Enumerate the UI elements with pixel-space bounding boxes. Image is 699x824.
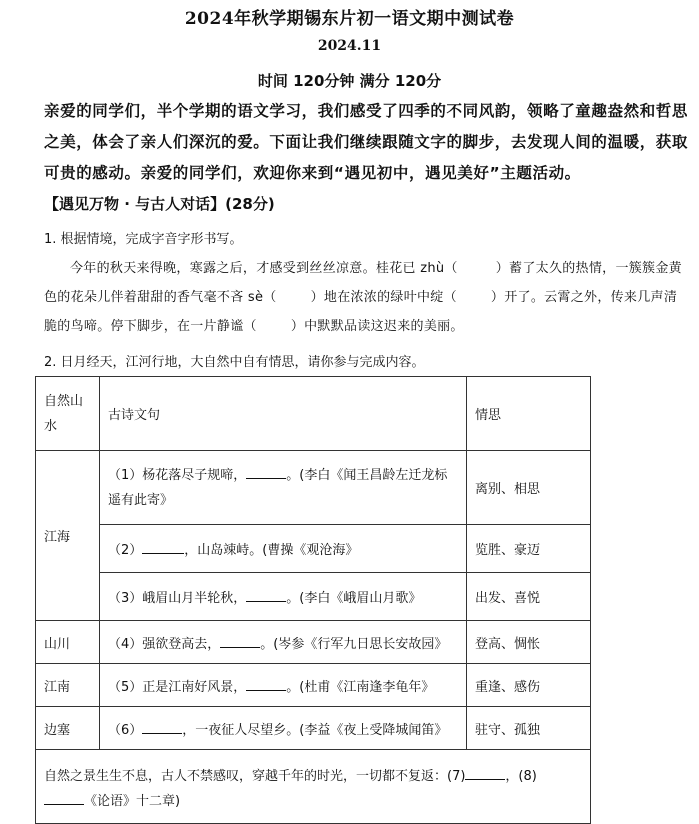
footer-text-3: 《论语》十二章) bbox=[84, 793, 181, 809]
header-poem: 古诗文句 bbox=[100, 377, 467, 451]
exam-time-info: 时间 120分钟 满分 120分 bbox=[257, 72, 442, 90]
poem-cell-2 bbox=[100, 525, 467, 573]
group-jiangnan: 江南 bbox=[36, 664, 100, 707]
poem-cell-1 bbox=[100, 451, 467, 525]
question-2-prompt: 2. 日月经天，江河行地，大自然中自有情思，请你参与完成内容。 bbox=[44, 355, 425, 370]
passage-part-1: 今年的秋天来得晚，寒露之后，才感受到丝丝凉意。桂花已 zhù（ bbox=[70, 261, 458, 276]
answer-blank-4[interactable] bbox=[220, 635, 260, 648]
question-1-passage bbox=[44, 254, 690, 341]
passage-part-5: ）中默默品读这迟来的美丽。 bbox=[290, 319, 464, 334]
emotion-cell: 离别、相思 bbox=[467, 451, 591, 525]
table-header-row bbox=[36, 377, 591, 451]
poem-cell-6 bbox=[100, 707, 467, 750]
section-title: 【遇见万物 · 与古人对话】(28分) bbox=[44, 195, 275, 213]
answer-blank-6[interactable] bbox=[142, 721, 182, 734]
emotion-cell: 重逢、感伤 bbox=[467, 664, 591, 707]
footer-text: 自然之景生生不息，古人不禁感叹，穿越千年的时光，一切都不复返：(7) bbox=[44, 768, 466, 784]
answer-blank-7[interactable] bbox=[465, 767, 505, 780]
question-1-prompt: 1. 根据情境，完成字音字形书写。 bbox=[44, 232, 243, 247]
footer-cell bbox=[36, 750, 591, 824]
intro-paragraph: 亲爱的同学们，半个学期的语文学习，我们感受了四季的不同风韵，领略了童趣盎然和哲思之美，体会了亲人们深沉的爱。下面让我们继续跟随文字的脚步，去发现人间的温暖，获取可贵的感动。亲爱的同学们，欢迎你来到“遇见初中，遇见美好”主题活动。 bbox=[44, 102, 689, 182]
answer-blank-2[interactable] bbox=[142, 541, 184, 554]
emotion-cell: 出发、喜悦 bbox=[467, 573, 591, 621]
poem-cell-4 bbox=[100, 621, 467, 664]
poem-text: （6） bbox=[108, 722, 143, 738]
poem-source: ，山岛竦峙。(曹操《观沧海》 bbox=[184, 543, 359, 558]
answer-blank-3[interactable] bbox=[246, 589, 286, 602]
group-jianghai: 江海 bbox=[36, 451, 100, 621]
table-footer-row bbox=[36, 750, 591, 824]
emotion-cell: 驻守、孤独 bbox=[467, 707, 591, 750]
poem-source: 。(杜甫《江南逢李龟年》 bbox=[286, 679, 435, 695]
answer-blank-1[interactable] bbox=[246, 466, 286, 479]
poem-source: ，一夜征人尽望乡。(李益《夜上受降城闻笛》 bbox=[182, 722, 448, 738]
header-nature: 自然山水 bbox=[36, 377, 100, 451]
poem-text: （3）峨眉山月半轮秋， bbox=[108, 591, 247, 606]
answer-blank-se[interactable] bbox=[277, 289, 311, 301]
poem-source: 。(李白《闻王昌龄左迁龙标遥有此寄》 bbox=[108, 467, 448, 508]
poem-cell-3 bbox=[100, 573, 467, 621]
answer-blank-zhan[interactable] bbox=[457, 289, 491, 301]
exam-date: 2024.11 bbox=[317, 38, 382, 54]
poem-text: （5）正是江南好风景， bbox=[108, 679, 247, 695]
table-row bbox=[36, 525, 591, 573]
emotion-cell: 览胜、豪迈 bbox=[467, 525, 591, 573]
answer-blank-mi[interactable] bbox=[257, 318, 291, 330]
poem-cell-5 bbox=[100, 664, 467, 707]
poem-source: 。(岑参《行军九日思长安故园》 bbox=[260, 636, 448, 652]
table-row bbox=[36, 621, 591, 664]
table-row bbox=[36, 573, 591, 621]
footer-text-2: ，(8) bbox=[505, 768, 537, 784]
table-row bbox=[36, 707, 591, 750]
group-shanchuan: 山川 bbox=[36, 621, 100, 664]
group-biansai: 边塞 bbox=[36, 707, 100, 750]
poem-source: 。(李白《峨眉山月歌》 bbox=[286, 591, 422, 606]
exam-title: 2024年秋学期锡东片初一语文期中测试卷 bbox=[184, 9, 515, 29]
answer-blank-5[interactable] bbox=[246, 678, 286, 691]
passage-part-4: ）开了。云霄之外，传来几声清脆的鸟啼。停下脚步，在一片静谧（ bbox=[44, 290, 678, 334]
header-emotion: 情思 bbox=[467, 377, 591, 451]
passage-part-3: ）地在浓浓的绿叶中绽（ bbox=[310, 290, 457, 305]
emotion-cell: 登高、惆怅 bbox=[467, 621, 591, 664]
poem-text: （1）杨花落尽子规啼， bbox=[108, 467, 247, 483]
table-row bbox=[36, 451, 591, 525]
passage-part-2: ）蓄了太久的热情，一簇簇金黄色的花朵儿伴着甜甜的香气毫不吝 sè（ bbox=[44, 261, 682, 305]
poem-table bbox=[35, 376, 591, 824]
table-row bbox=[36, 664, 591, 707]
answer-blank-zhu[interactable] bbox=[458, 260, 496, 272]
answer-blank-8[interactable] bbox=[44, 792, 84, 805]
poem-text: （2） bbox=[108, 543, 143, 558]
poem-text: （4）强欲登高去， bbox=[108, 636, 221, 652]
